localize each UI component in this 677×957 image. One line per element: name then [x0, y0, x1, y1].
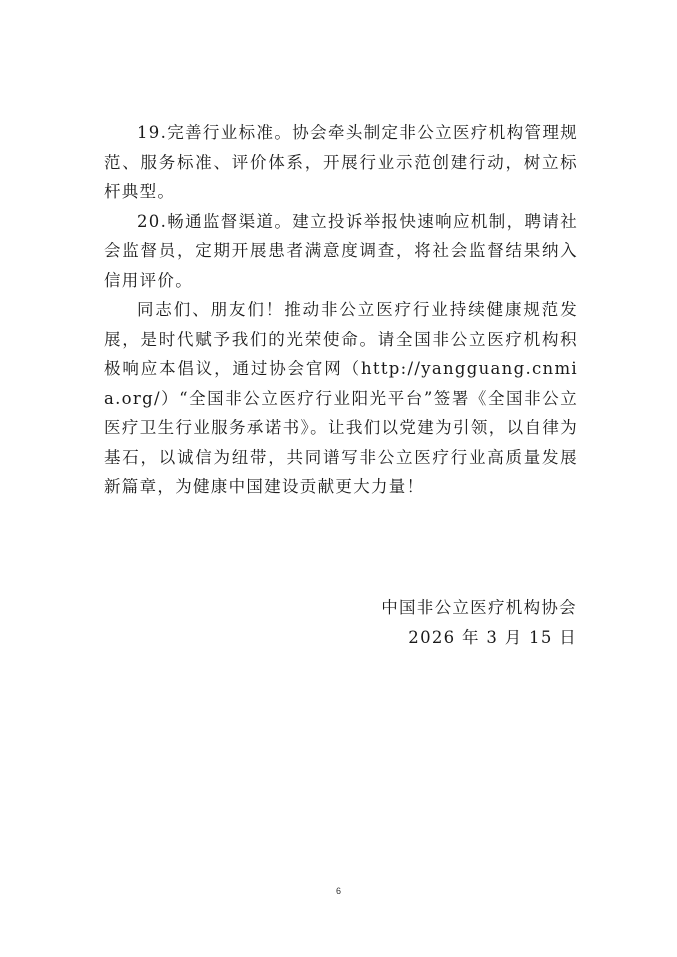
paragraph-item-20: 20.畅通监督渠道。建立投诉举报快速响应机制，聘请社会监督员，定期开展患者满意度调查，将社会监督结果纳入信用评价。 [104, 211, 578, 290]
paragraph-item-19: 19.完善行业标准。协会牵头制定非公立医疗机构管理规范、服务标准、评价体系，开展行业示范创建行动，树立标杆典型。 [104, 123, 578, 201]
page-number: 6 [335, 886, 341, 896]
signature-date: 2026 年 3 月 15 日 [408, 627, 577, 647]
document-body [104, 118, 578, 502]
closing-paragraph: 同志们、朋友们！推动非公立医疗行业持续健康规范发展，是时代赋予我们的光荣使命。请全国非公立医疗机构积极响应本倡议，通过协会官网（http://yangguang.cnmia.org/）“全国非公立医疗行业阳光平台”签署《全国非公立医疗卫生行业服务承诺书》。让我们以党建为引领，以自律为基石，以诚信为纽带，共同谱写非公立医疗行业高质量发展新篇章，为健康中国建设贡献更大力量！ [104, 300, 578, 496]
signature-block [381, 593, 577, 652]
signature-organization: 中国非公立医疗机构协会 [381, 598, 577, 617]
